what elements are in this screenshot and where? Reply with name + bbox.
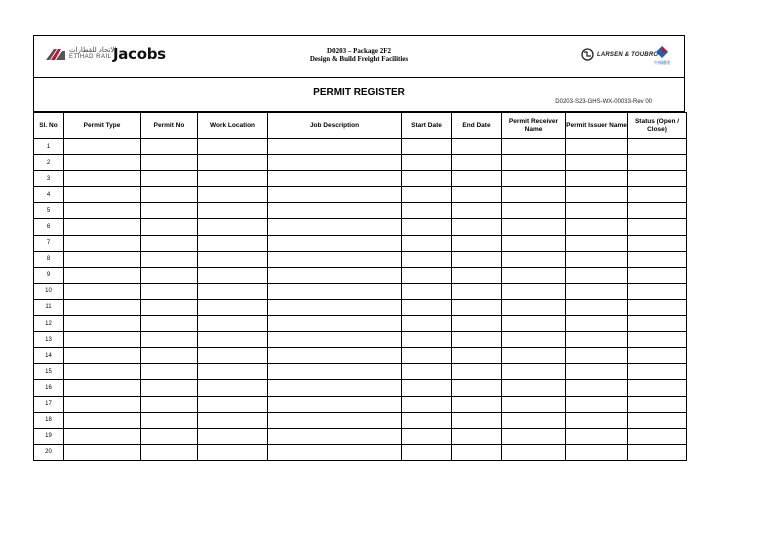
table-cell[interactable]: [402, 299, 452, 315]
table-cell[interactable]: [628, 139, 687, 155]
table-row: [34, 316, 687, 332]
table-cell[interactable]: [452, 139, 502, 155]
table-cell[interactable]: [268, 316, 402, 332]
table-cell[interactable]: [64, 428, 141, 444]
table-cell[interactable]: [198, 235, 268, 251]
table-cell[interactable]: [452, 348, 502, 364]
table-cell[interactable]: [502, 332, 566, 348]
table-cell[interactable]: [402, 332, 452, 348]
table-cell[interactable]: [452, 219, 502, 235]
table-row: [34, 396, 687, 412]
table-cell[interactable]: [566, 267, 628, 283]
table-cell[interactable]: [628, 396, 687, 412]
table-cell[interactable]: [268, 219, 402, 235]
table-cell[interactable]: [198, 283, 268, 299]
table-cell[interactable]: [502, 348, 566, 364]
project-line-2: Design & Build Freight Facilities: [309, 55, 409, 63]
table-cell[interactable]: [268, 187, 402, 203]
serial-number-cell: 14: [34, 348, 64, 364]
table-cell[interactable]: [268, 396, 402, 412]
table-cell[interactable]: [198, 428, 268, 444]
table-cell[interactable]: [268, 171, 402, 187]
table-cell[interactable]: [566, 171, 628, 187]
serial-number-cell: 13: [34, 332, 64, 348]
table-cell[interactable]: [628, 283, 687, 299]
table-row: [34, 267, 687, 283]
serial-number-cell: 5: [34, 203, 64, 219]
table-row: [34, 219, 687, 235]
table-cell[interactable]: [502, 428, 566, 444]
table-cell[interactable]: [566, 187, 628, 203]
table-cell[interactable]: [628, 332, 687, 348]
table-cell[interactable]: [566, 364, 628, 380]
table-cell[interactable]: [402, 187, 452, 203]
table-cell[interactable]: [198, 171, 268, 187]
table-cell[interactable]: [141, 316, 198, 332]
crcc-logo: [654, 45, 670, 66]
table-cell[interactable]: [566, 412, 628, 428]
table-cell[interactable]: [628, 428, 687, 444]
table-cell[interactable]: [452, 396, 502, 412]
table-cell[interactable]: [402, 267, 452, 283]
table-cell[interactable]: [402, 283, 452, 299]
table-cell[interactable]: [64, 396, 141, 412]
table-cell[interactable]: [566, 299, 628, 315]
table-cell[interactable]: [502, 316, 566, 332]
table-cell[interactable]: [198, 364, 268, 380]
table-cell[interactable]: [198, 332, 268, 348]
table-cell[interactable]: [64, 444, 141, 460]
table-cell[interactable]: [402, 428, 452, 444]
table-cell[interactable]: [402, 316, 452, 332]
table-cell[interactable]: [628, 219, 687, 235]
table-cell[interactable]: [566, 235, 628, 251]
crcc-logo-text: 中國鐵建: [654, 60, 670, 65]
table-cell[interactable]: [141, 412, 198, 428]
table-cell[interactable]: [64, 332, 141, 348]
table-cell[interactable]: [141, 364, 198, 380]
table-cell[interactable]: [628, 187, 687, 203]
table-cell[interactable]: [402, 171, 452, 187]
table-cell[interactable]: [64, 203, 141, 219]
table-cell[interactable]: [452, 283, 502, 299]
table-row: [34, 283, 687, 299]
table-cell[interactable]: [566, 155, 628, 171]
table-cell[interactable]: [64, 412, 141, 428]
table-cell[interactable]: [268, 348, 402, 364]
table-cell[interactable]: [141, 380, 198, 396]
table-cell[interactable]: [64, 187, 141, 203]
table-cell[interactable]: [402, 380, 452, 396]
table-cell[interactable]: [452, 299, 502, 315]
table-cell[interactable]: [268, 235, 402, 251]
table-cell[interactable]: [502, 299, 566, 315]
table-cell[interactable]: [268, 155, 402, 171]
serial-number-cell: 4: [34, 187, 64, 203]
column-header: End Date: [452, 113, 502, 139]
table-cell[interactable]: [452, 428, 502, 444]
serial-number-cell: 16: [34, 380, 64, 396]
table-cell[interactable]: [198, 219, 268, 235]
table-cell[interactable]: [628, 203, 687, 219]
table-cell[interactable]: [502, 139, 566, 155]
table-cell[interactable]: [402, 155, 452, 171]
jacobs-logo: Jacobs: [113, 45, 166, 63]
table-cell[interactable]: [268, 412, 402, 428]
table-cell[interactable]: [502, 187, 566, 203]
table-cell[interactable]: [141, 299, 198, 315]
table-cell[interactable]: [502, 444, 566, 460]
table-cell[interactable]: [502, 171, 566, 187]
table-cell[interactable]: [141, 203, 198, 219]
table-cell[interactable]: [64, 348, 141, 364]
table-cell[interactable]: [141, 283, 198, 299]
table-cell[interactable]: [141, 428, 198, 444]
table-cell[interactable]: [268, 299, 402, 315]
table-cell[interactable]: [268, 283, 402, 299]
table-cell[interactable]: [452, 155, 502, 171]
table-row: [34, 412, 687, 428]
table-cell[interactable]: [628, 155, 687, 171]
table-cell[interactable]: [198, 155, 268, 171]
table-cell[interactable]: [268, 251, 402, 267]
crcc-emblem-icon: [655, 45, 669, 59]
table-cell[interactable]: [452, 412, 502, 428]
larsen-toubro-logo: [581, 48, 658, 61]
table-cell[interactable]: [141, 171, 198, 187]
serial-number-cell: 2: [34, 155, 64, 171]
table-cell[interactable]: [628, 348, 687, 364]
table-cell[interactable]: [566, 139, 628, 155]
serial-number-cell: 10: [34, 283, 64, 299]
table-cell[interactable]: [502, 283, 566, 299]
table-cell[interactable]: [452, 235, 502, 251]
column-header: Job Description: [268, 113, 402, 139]
document-header: [33, 35, 685, 77]
table-cell[interactable]: [64, 364, 141, 380]
table-cell[interactable]: [64, 316, 141, 332]
table-cell[interactable]: [268, 428, 402, 444]
table-cell[interactable]: [268, 203, 402, 219]
serial-number-cell: 17: [34, 396, 64, 412]
table-cell[interactable]: [402, 203, 452, 219]
page-title: PERMIT REGISTER: [313, 87, 405, 98]
table-cell[interactable]: [198, 267, 268, 283]
table-cell[interactable]: [566, 444, 628, 460]
serial-number-cell: 15: [34, 364, 64, 380]
table-cell[interactable]: [502, 203, 566, 219]
table-cell[interactable]: [141, 187, 198, 203]
table-cell[interactable]: [452, 171, 502, 187]
column-header: Permit Receiver Name: [502, 113, 566, 139]
table-cell[interactable]: [628, 444, 687, 460]
table-cell[interactable]: [566, 396, 628, 412]
table-cell[interactable]: [198, 203, 268, 219]
table-cell[interactable]: [64, 155, 141, 171]
table-cell[interactable]: [141, 348, 198, 364]
table-row: [34, 428, 687, 444]
serial-number-cell: 6: [34, 219, 64, 235]
serial-number-cell: 12: [34, 316, 64, 332]
table-row: [34, 332, 687, 348]
table-cell[interactable]: [198, 251, 268, 267]
table-cell[interactable]: [566, 380, 628, 396]
table-cell[interactable]: [452, 316, 502, 332]
table-cell[interactable]: [402, 396, 452, 412]
table-cell[interactable]: [628, 171, 687, 187]
table-cell[interactable]: [268, 444, 402, 460]
table-cell[interactable]: [402, 139, 452, 155]
table-cell[interactable]: [198, 412, 268, 428]
table-cell[interactable]: [402, 219, 452, 235]
table-cell[interactable]: [452, 364, 502, 380]
serial-number-cell: 7: [34, 235, 64, 251]
table-cell[interactable]: [141, 155, 198, 171]
table-cell[interactable]: [198, 316, 268, 332]
table-cell[interactable]: [141, 235, 198, 251]
table-cell[interactable]: [628, 380, 687, 396]
table-cell[interactable]: [198, 348, 268, 364]
document-reference: D0203-S23-GHS-WX-00033-Rev 00: [555, 99, 652, 105]
lt-logo-text: LARSEN & TOUBRO: [597, 51, 659, 58]
table-cell[interactable]: [268, 332, 402, 348]
table-cell[interactable]: [268, 364, 402, 380]
table-cell[interactable]: [141, 332, 198, 348]
table-header-row: [34, 113, 687, 139]
column-header: Permit No: [141, 113, 198, 139]
table-cell[interactable]: [502, 235, 566, 251]
table-cell[interactable]: [198, 139, 268, 155]
table-cell[interactable]: [628, 267, 687, 283]
permit-register-table: [33, 112, 687, 461]
table-cell[interactable]: [268, 139, 402, 155]
table-row: [34, 139, 687, 155]
table-cell[interactable]: [628, 251, 687, 267]
table-cell[interactable]: [402, 364, 452, 380]
table-cell[interactable]: [502, 380, 566, 396]
table-cell[interactable]: [502, 155, 566, 171]
table-cell[interactable]: [141, 251, 198, 267]
table-cell[interactable]: [64, 283, 141, 299]
project-line-1: D0203 – Package 2F2: [327, 47, 391, 55]
table-cell[interactable]: [502, 267, 566, 283]
table-cell[interactable]: [502, 219, 566, 235]
table-cell[interactable]: [198, 187, 268, 203]
serial-number-cell: 8: [34, 251, 64, 267]
table-cell[interactable]: [141, 444, 198, 460]
lt-emblem-icon: [581, 48, 594, 61]
table-cell[interactable]: [64, 219, 141, 235]
table-cell[interactable]: [566, 348, 628, 364]
table-cell[interactable]: [198, 299, 268, 315]
table-cell[interactable]: [628, 412, 687, 428]
table-cell[interactable]: [452, 380, 502, 396]
table-row: [34, 155, 687, 171]
serial-number-cell: 11: [34, 299, 64, 315]
table-row: [34, 364, 687, 380]
table-cell[interactable]: [402, 348, 452, 364]
table-cell[interactable]: [64, 299, 141, 315]
table-cell[interactable]: [198, 444, 268, 460]
table-cell[interactable]: [452, 251, 502, 267]
table-cell[interactable]: [502, 412, 566, 428]
table-cell[interactable]: [64, 139, 141, 155]
table-cell[interactable]: [141, 396, 198, 412]
table-cell[interactable]: [402, 444, 452, 460]
table-cell[interactable]: [402, 412, 452, 428]
table-row: [34, 203, 687, 219]
table-cell[interactable]: [502, 364, 566, 380]
table-row: [34, 251, 687, 267]
table-cell[interactable]: [402, 235, 452, 251]
table-cell[interactable]: [198, 396, 268, 412]
table-cell[interactable]: [628, 316, 687, 332]
table-cell[interactable]: [141, 219, 198, 235]
column-header: Start Date: [402, 113, 452, 139]
serial-number-cell: 18: [34, 412, 64, 428]
table-cell[interactable]: [452, 444, 502, 460]
table-cell[interactable]: [502, 251, 566, 267]
table-cell[interactable]: [452, 187, 502, 203]
table-row: [34, 299, 687, 315]
table-cell[interactable]: [628, 299, 687, 315]
table-row: [34, 380, 687, 396]
table-row: [34, 348, 687, 364]
table-cell[interactable]: [198, 380, 268, 396]
serial-number-cell: 20: [34, 444, 64, 460]
table-cell[interactable]: [566, 332, 628, 348]
serial-number-cell: 9: [34, 267, 64, 283]
serial-number-cell: 3: [34, 171, 64, 187]
column-header: Sl. No: [34, 113, 64, 139]
table-cell[interactable]: [141, 139, 198, 155]
table-cell[interactable]: [64, 267, 141, 283]
table-cell[interactable]: [64, 171, 141, 187]
table-row: [34, 187, 687, 203]
table-cell[interactable]: [268, 267, 402, 283]
table-cell[interactable]: [566, 203, 628, 219]
table-cell[interactable]: [141, 267, 198, 283]
table-row: [34, 444, 687, 460]
table-cell[interactable]: [502, 396, 566, 412]
table-cell[interactable]: [566, 251, 628, 267]
table-cell[interactable]: [64, 380, 141, 396]
table-cell[interactable]: [566, 428, 628, 444]
column-header: Permit Issuer Name: [566, 113, 628, 139]
column-header: Status (Open / Close): [628, 113, 687, 139]
table-cell[interactable]: [402, 251, 452, 267]
table-row: [34, 171, 687, 187]
table-cell[interactable]: [452, 203, 502, 219]
column-header: Permit Type: [64, 113, 141, 139]
table-cell[interactable]: [628, 235, 687, 251]
etihad-english-text: ETIHAD RAIL: [69, 54, 112, 60]
table-cell[interactable]: [64, 251, 141, 267]
table-cell[interactable]: [566, 219, 628, 235]
table-cell[interactable]: [566, 283, 628, 299]
serial-number-cell: 19: [34, 428, 64, 444]
table-cell[interactable]: [268, 380, 402, 396]
table-cell[interactable]: [452, 332, 502, 348]
table-cell[interactable]: [566, 316, 628, 332]
serial-number-cell: 1: [34, 139, 64, 155]
table-cell[interactable]: [64, 235, 141, 251]
table-row: [34, 235, 687, 251]
table-cell[interactable]: [452, 267, 502, 283]
etihad-arabic-text: الاتحاد للقطارات: [69, 47, 117, 54]
table-cell[interactable]: [628, 364, 687, 380]
column-header: Work Location: [198, 113, 268, 139]
title-section: [33, 77, 685, 112]
